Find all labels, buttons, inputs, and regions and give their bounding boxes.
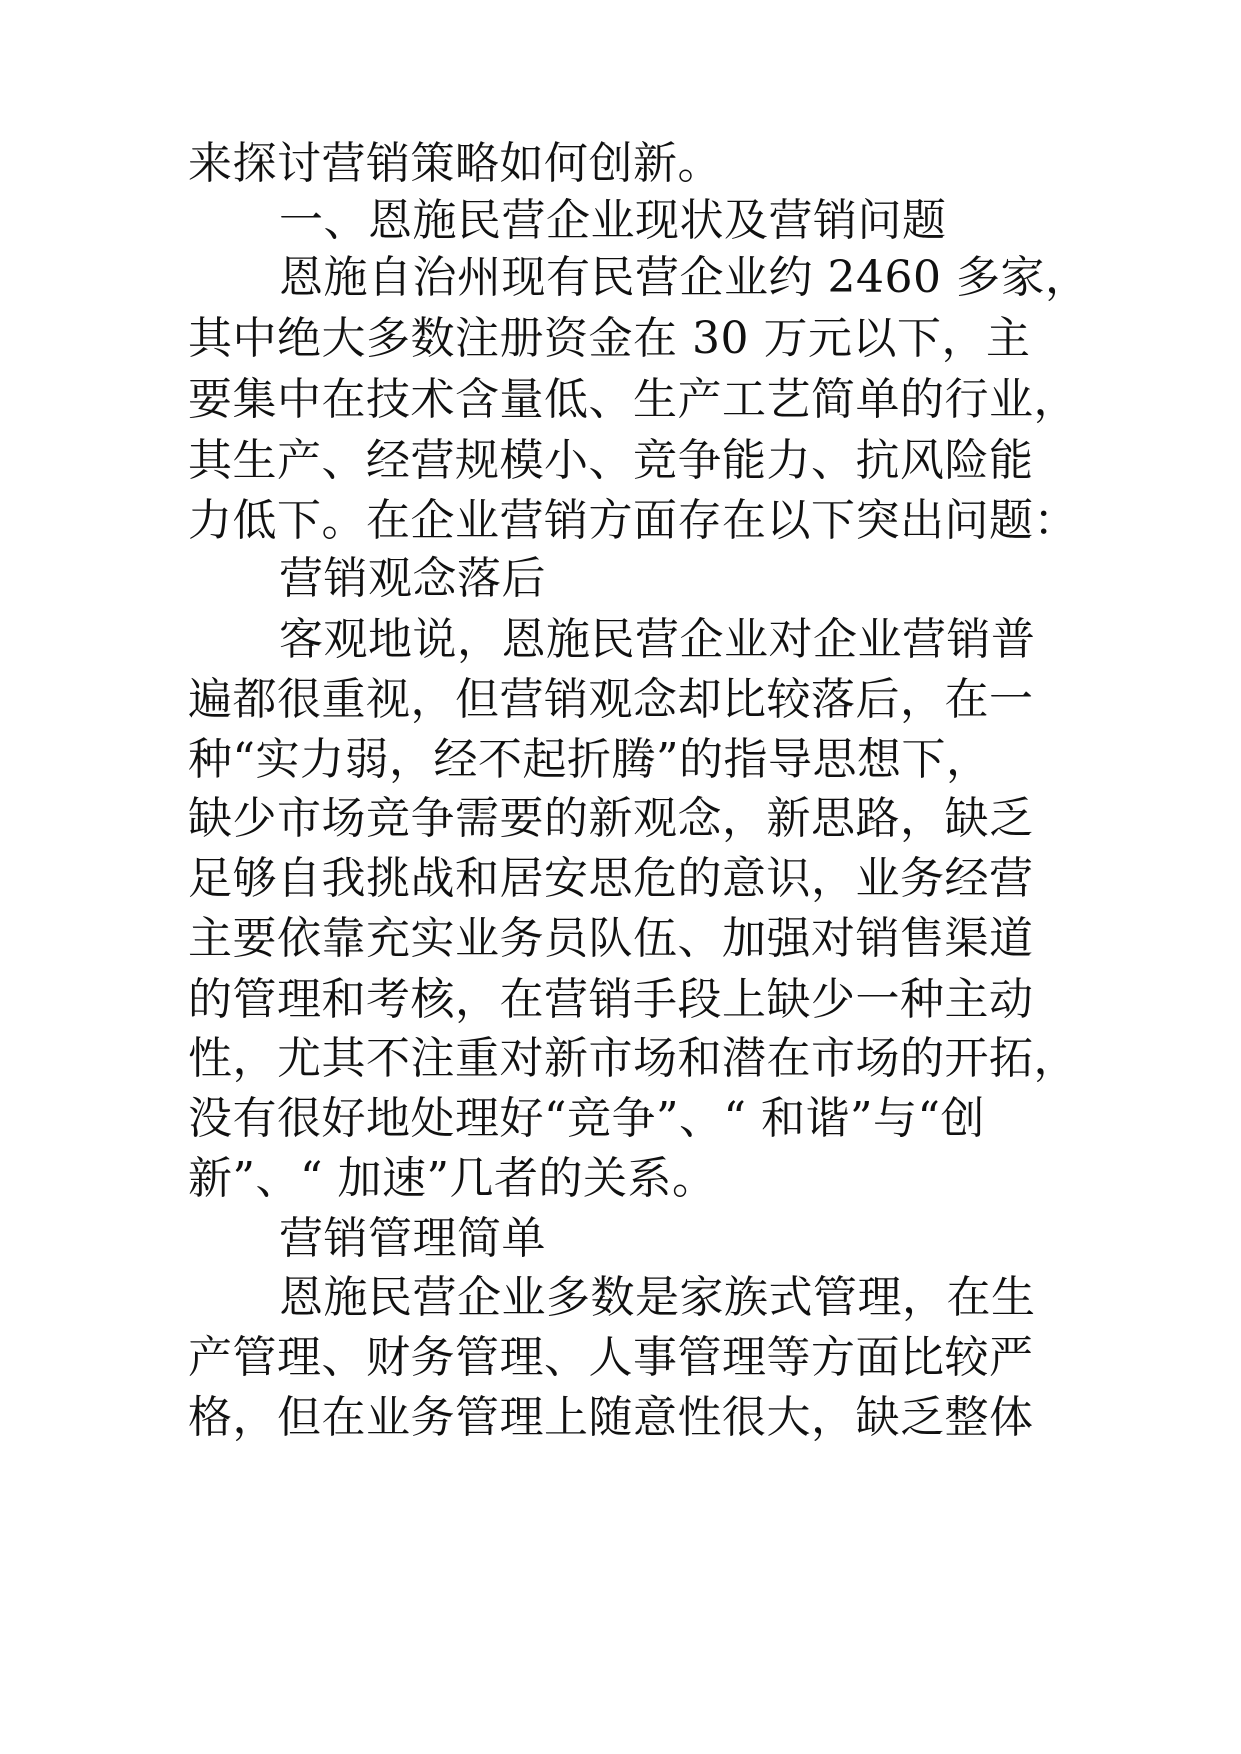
paragraph-line: 新”、“ 加速”几者的关系。 [188, 1153, 717, 1204]
subsection-heading: 营销观念落后 [279, 553, 546, 604]
paragraph-line: 主要依靠充实业务员队伍、加强对销售渠道 [188, 913, 1034, 964]
paragraph-line: 缺少市场竞争需要的新观念，新思路，缺乏 [188, 793, 1034, 844]
paragraph-line: 要集中在技术含量低、生产工艺简单的行业， [188, 374, 1078, 425]
paragraph-line: 格，但在业务管理上随意性很大，缺乏整体 [188, 1392, 1034, 1443]
paragraph-line: 力低下。在企业营销方面存在以下突出问题： [188, 495, 1078, 546]
paragraph-line: 的管理和考核，在营销手段上缺少一种主动 [188, 974, 1034, 1025]
subsection-heading: 营销管理简单 [279, 1213, 546, 1264]
paragraph-line: 遍都很重视，但营销观念却比较落后，在一 [188, 674, 1034, 725]
paragraph-line: 恩施自治州现有民营企业约 2460 多家， [279, 252, 1090, 303]
paragraph-line: 其中绝大多数注册资金在 30 万元以下，主 [188, 313, 1031, 364]
section-heading: 一、恩施民营企业现状及营销问题 [279, 195, 947, 246]
paragraph-line: 性，尤其不注重对新市场和潜在市场的开拓， [188, 1033, 1078, 1084]
paragraph-line: 产管理、财务管理、人事管理等方面比较严 [188, 1332, 1034, 1383]
paragraph-line: 恩施民营企业多数是家族式管理，在生 [279, 1272, 1036, 1323]
paragraph-line: 种“实力弱，经不起折腾”的指导思想下， [188, 734, 991, 785]
paragraph-line: 来探讨营销策略如何创新。 [188, 138, 722, 189]
paragraph-line: 客观地说，恩施民营企业对企业营销普 [279, 614, 1036, 665]
paragraph-line: 足够自我挑战和居安思危的意识，业务经营 [188, 853, 1034, 904]
paragraph-line: 其生产、经营规模小、竞争能力、抗风险能 [188, 435, 1034, 486]
paragraph-line: 没有很好地处理好“竞争”、“ 和谐”与“创 [188, 1093, 985, 1144]
